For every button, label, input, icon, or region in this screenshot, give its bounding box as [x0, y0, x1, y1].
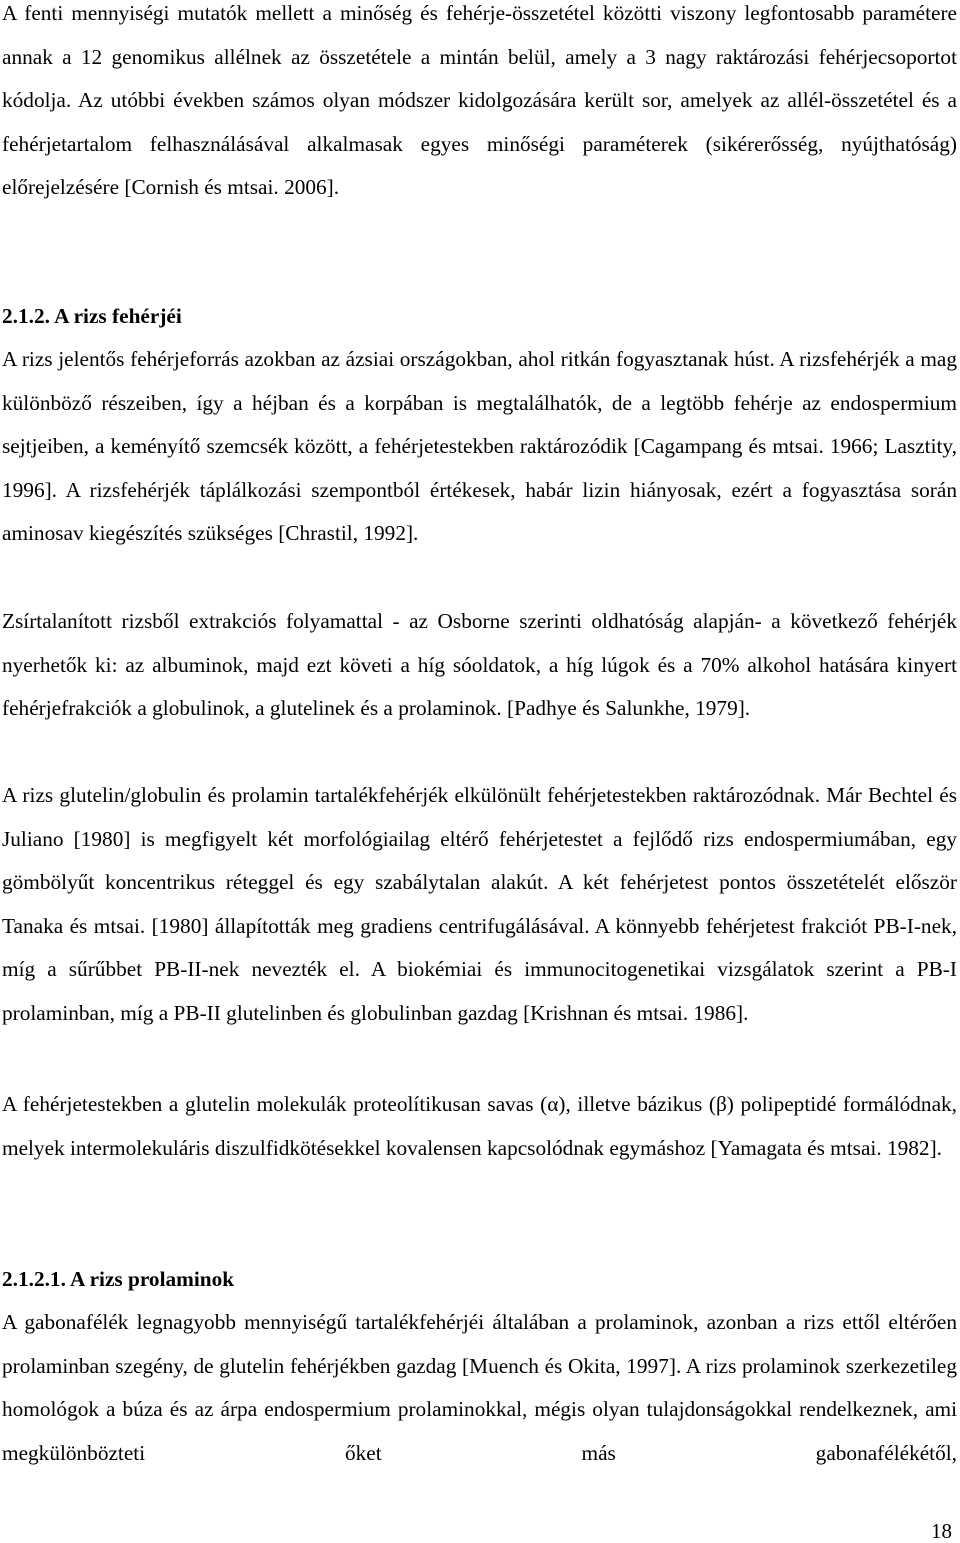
body-paragraph: Zsírtalanított rizsből extrakciós folyamattal - az Osborne szerinti oldhatóság alapján- a következő fehérjék nyerhetők ki: az albuminok, majd ezt követi a híg sóoldatok, a híg lúgok és a 70% alkohol hatására kinyert fehérjefrakciók a globulinok, a glutelinek és a prolaminok. [Padhye és Salunkhe, 1979].: [2, 609, 957, 721]
body-paragraph: A rizs glutelin/globulin és prolamin tartalékfehérjék elkülönült fehérjetestekben raktározódnak. Már Bechtel és Juliano [1980] is megfigyelt két morfológiailag eltérő fehérjetestet a fejlődő rizs endospermiumában, egy gömbölyűt koncentrikus réteggel és egy szabálytalan alakút. A két fehérjetest pontos összetételét először Tanaka és mtsai. [1980] állapították meg gradiens centrifugálásával. A könnyebb fehérjetest frakciót PB-I-nek, míg a sűrűbbet PB-II-nek nevezték el. A biokémiai és immunocitogenetikai vizsgálatok szerint a PB-I prolaminban, míg a PB-II glutelinben és globulinban gazdag [Krishnan és mtsai. 1986].: [2, 783, 957, 1025]
body-paragraph: A gabonafélék legnagyobb mennyiségű tartalékfehérjéi általában a prolaminok, azonban a rizs ettől eltérően prolaminban szegény, de glutelin fehérjékben gazdag [Muench és Okita, 1997]. A rizs prolaminok szerkezetileg homológok a búza és az árpa endospermium prolaminokkal, mégis olyan tulajdonságokkal rendelkeznek, ami megkülönbözteti őket más gabonafélékétől,: [2, 1310, 957, 1465]
section-heading: 2.1.2. A rizs fehérjéi: [2, 304, 182, 328]
body-paragraph: A rizs jelentős fehérjeforrás azokban az ázsiai országokban, ahol ritkán fogyasztanak húst. A rizsfehérjék a mag különböző részeiben, így a héjban és a korpában is megtalálhatók, de a legtöbb fehérje az endospermium sejtjeiben, a keményítő szemcsék között, a fehérjetestekben raktározódik [Cagampang és mtsai. 1966; Lasztity, 1996]. A rizsfehérjék táplálkozási szempontból értékesek, habár lizin hiányosak, ezért a fogyasztása során aminosav kiegészítés szükséges [Chrastil, 1992].: [2, 347, 957, 546]
subsection-heading: 2.1.2.1. A rizs prolaminok: [2, 1267, 235, 1291]
page-number: 18: [931, 1519, 952, 1543]
body-paragraph: A fehérjetestekben a glutelin molekulák proteolítikusan savas (α), illetve bázikus (β) polipeptidé formálódnak, melyek intermolekuláris diszulfidkötésekkel kovalensen kapcsolódnak egymáshoz [Yamagata és mtsai. 1982].: [2, 1092, 957, 1160]
body-paragraph: A fenti mennyiségi mutatók mellett a minőség és fehérje-összetétel közötti viszony legfontosabb paramétere annak a 12 genomikus allélnek az összetétele a mintán belül, amely a 3 nagy raktározási fehérjecsoportot kódolja. Az utóbbi években számos olyan módszer kidolgozására került sor, amelyek az allél-összetétel és a fehérjetartalom felhasználásával alkalmasak egyes minőségi paraméterek (sikérerősség, nyújthatóság) előrejelzésére [Cornish és mtsai. 2006].: [2, 1, 957, 200]
